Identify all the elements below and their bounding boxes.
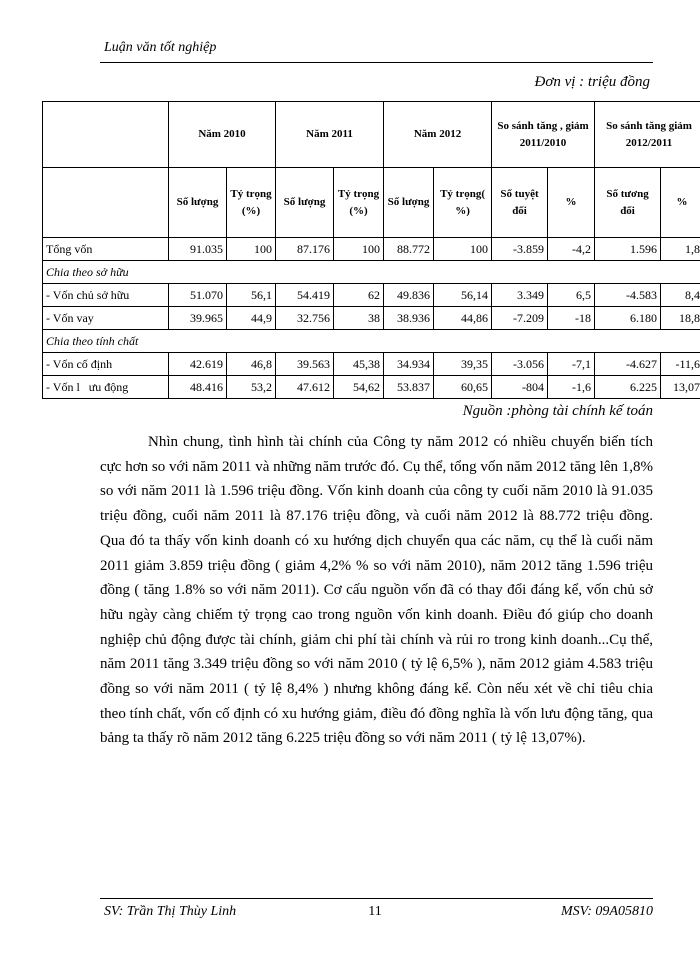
- cell: 38: [334, 307, 384, 330]
- cell: 44,9: [227, 307, 276, 330]
- cell: 87.176: [276, 238, 334, 261]
- cell: 39,35: [434, 353, 492, 376]
- cell: 51.070: [169, 284, 227, 307]
- table-row-fixed: [43, 353, 700, 376]
- table-source: Nguồn :phòng tài chính kế toán: [462, 403, 653, 419]
- page-number: 11: [368, 904, 382, 919]
- cell: 46,8: [227, 353, 276, 376]
- sub-header: Số lượng: [276, 168, 334, 238]
- sub-header: Tỷ trọng( %): [434, 168, 492, 238]
- cell: 39.563: [276, 353, 334, 376]
- footer-divider: [100, 898, 653, 899]
- footer-student-name: SV: Trần Thị Thùy Linh: [104, 904, 237, 919]
- cell: 32.756: [276, 307, 334, 330]
- row-label: - Vốn l ưu động: [43, 376, 169, 399]
- cell: 54,62: [334, 376, 384, 399]
- sub-header: %: [548, 168, 595, 238]
- cell: -804: [492, 376, 548, 399]
- row-label: - Vốn chủ sở hữu: [43, 284, 169, 307]
- sub-header: %: [661, 168, 700, 238]
- table-category-row: [43, 261, 700, 284]
- cell: 49.836: [384, 284, 434, 307]
- cell: 44,86: [434, 307, 492, 330]
- cell: -4.627: [595, 353, 661, 376]
- row-label: - Vốn cố định: [43, 353, 169, 376]
- group-header: So sánh tăng , giảm 2011/2010: [492, 102, 595, 168]
- row-label: - Vốn vay: [43, 307, 169, 330]
- cell: 1,8: [661, 238, 700, 261]
- cell: -3.056: [492, 353, 548, 376]
- cell: 60,65: [434, 376, 492, 399]
- cell: 53.837: [384, 376, 434, 399]
- unit-label: Đơn vị : triệu đồng: [534, 74, 650, 90]
- cell: 54.419: [276, 284, 334, 307]
- cell: 3.349: [492, 284, 548, 307]
- cell: 53,2: [227, 376, 276, 399]
- cell: 1.596: [595, 238, 661, 261]
- sub-header: Tỷ trọng (%): [227, 168, 276, 238]
- header-divider: [100, 62, 653, 63]
- category-label: Chia theo sở hữu: [43, 261, 700, 284]
- cell: -4.583: [595, 284, 661, 307]
- table-row-working: [43, 376, 700, 399]
- row-label: Tổng vốn: [43, 238, 169, 261]
- footer-student-id: MSV: 09A05810: [560, 904, 653, 919]
- table-row-total: [43, 238, 700, 261]
- cell: 42.619: [169, 353, 227, 376]
- cell: 13,07: [661, 376, 700, 399]
- cell: -7.209: [492, 307, 548, 330]
- group-header: Năm 2012: [384, 102, 492, 168]
- cell: 34.934: [384, 353, 434, 376]
- group-header: Năm 2010: [169, 102, 276, 168]
- table-row-equity: [43, 284, 700, 307]
- cell: 6,5: [548, 284, 595, 307]
- cell: 47.612: [276, 376, 334, 399]
- category-label: Chia theo tính chất: [43, 330, 700, 353]
- cell: 100: [434, 238, 492, 261]
- row-label-header: [43, 102, 169, 168]
- cell: 88.772: [384, 238, 434, 261]
- body-paragraph: Nhìn chung, tình hình tài chính của Công ty năm 2012 có nhiều chuyển biến tích cực hơn so với năm 2011 và những năm trước đó. Cụ thể, tổng vốn năm 2012 tăng lên 1,8% so với năm 2011 là 1.596 triệu đồng. Vốn kinh doanh của công ty cuối năm 2010 là 91.035 triệu đồng, cuối năm 2011 là 87.176 triệu đồng, và cuối năm 2012 là 88.772 triệu đồng. Qua đó ta thấy vốn kinh doanh có xu hướng dịch chuyển qua các năm, cụ thể là cuối năm 2011 giảm 3.859 triệu đồng ( giảm 4,2% % so với năm 2010), năm 2012 tăng 1.596 triệu đồng ( tăng 1.8% so với năm 2011). Cơ cấu nguồn vốn đã có thay đổi đáng kể, vốn chủ sở hữu ngày càng chiếm tỷ trọng cao trong nguồn vốn kinh doanh. Điều đó giúp cho doanh nghiệp chủ động được tài chính, giảm chi phí tài chính và rủi ro trong kinh doanh...Cụ thể, năm 2011 tăng 3.349 triệu đồng so với năm 2010 ( tỷ lệ 6,5% ), năm 2012 giảm 4.583 triệu đồng so với năm 2011 ( tỷ lệ 8,4% ) nhưng không đáng kể. Còn nếu xét về chỉ tiêu chia theo tính chất, vốn cố định có xu hướng giảm, điều đó đồng nghĩa là vốn lưu động tăng, qua bảng ta thấy rõ năm 2012 tăng 6.225 triệu đồng so với năm 2011 ( tỷ lệ 13,07%).: [100, 434, 653, 747]
- cell: 100: [227, 238, 276, 261]
- group-header: Năm 2011: [276, 102, 384, 168]
- cell: 91.035: [169, 238, 227, 261]
- cell: 18,8: [661, 307, 700, 330]
- group-header: So sánh tăng giảm 2012/2011: [595, 102, 700, 168]
- cell: -3.859: [492, 238, 548, 261]
- table-row-loan: [43, 307, 700, 330]
- cell: 6.225: [595, 376, 661, 399]
- capital-structure-table: [42, 101, 700, 399]
- cell: 6.180: [595, 307, 661, 330]
- sub-header: Số tương đối: [595, 168, 661, 238]
- header-title: Luận văn tốt nghiệp: [104, 40, 217, 55]
- sub-header: Số tuyệt đối: [492, 168, 548, 238]
- sub-header: Số lượng: [169, 168, 227, 238]
- cell: 100: [334, 238, 384, 261]
- cell: -1,6: [548, 376, 595, 399]
- cell: 48.416: [169, 376, 227, 399]
- cell: -4,2: [548, 238, 595, 261]
- cell: 8,4: [661, 284, 700, 307]
- sub-header: Tỷ trọng (%): [334, 168, 384, 238]
- cell: 38.936: [384, 307, 434, 330]
- sub-header: Số lượng: [384, 168, 434, 238]
- cell: 62: [334, 284, 384, 307]
- table-category-row: [43, 330, 700, 353]
- table-group-header-row: [43, 102, 700, 168]
- cell: -7,1: [548, 353, 595, 376]
- cell: -11,6: [661, 353, 700, 376]
- cell: 45,38: [334, 353, 384, 376]
- row-label-header-cont: [43, 168, 169, 238]
- cell: 56,14: [434, 284, 492, 307]
- cell: 56,1: [227, 284, 276, 307]
- cell: 39.965: [169, 307, 227, 330]
- table-sub-header-row: [43, 168, 700, 238]
- cell: -18: [548, 307, 595, 330]
